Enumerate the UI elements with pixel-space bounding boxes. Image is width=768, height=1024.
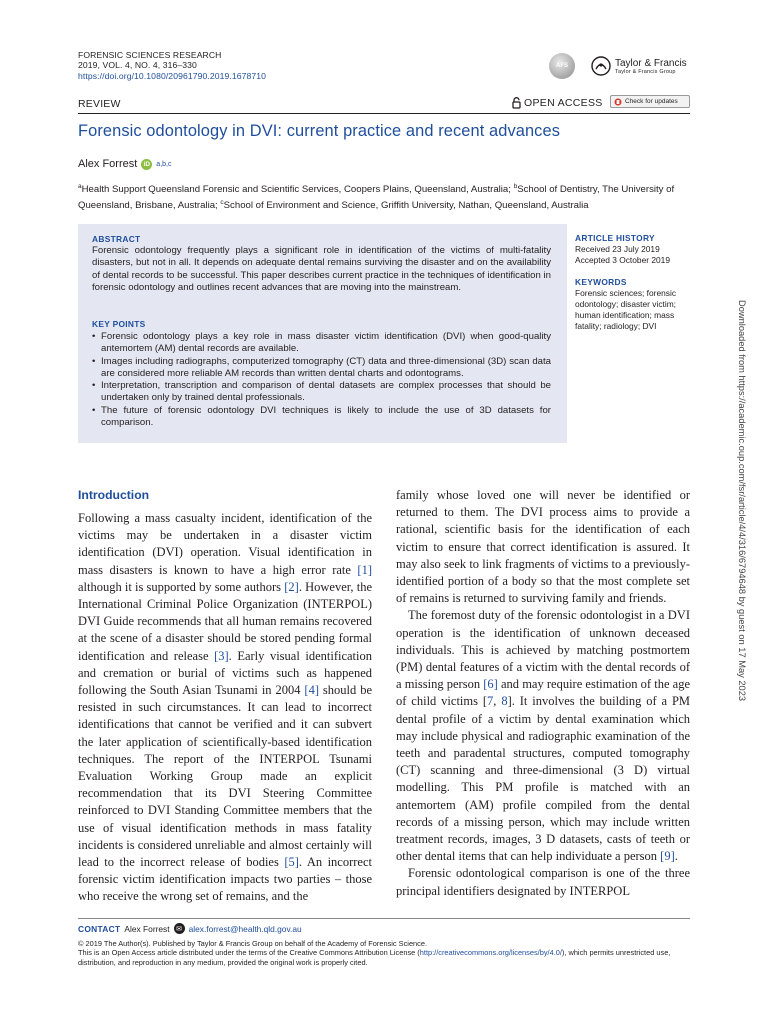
- doi-link[interactable]: https://doi.org/10.1080/20961790.2019.1678710: [78, 70, 266, 81]
- license-text-part: This is an Open Access article distributed under the terms of the Creative Commons Attribution License (: [78, 948, 420, 958]
- citation-link[interactable]: 8: [501, 694, 508, 709]
- citation-link[interactable]: [4]: [304, 683, 319, 698]
- open-access-label: [512, 97, 603, 109]
- abstract-text: Forensic odontology frequently plays a significant role in identification of the victims of multi-fatality disasters, but not in all. It depends on adequate dental remains surviving the disaster and on the availability of dental records to be successful. This paper describes current practice in the techniques of identification in forensic odontology and outlines recent advances that are moving into the mainstream.: [92, 245, 551, 293]
- citation-link[interactable]: [1]: [357, 562, 372, 577]
- key-point-item: • Images including radiographs, computerized tomography (CT) data and three-dimensional (3D) scan data are considered more reliable AM records than written dental charts and odontograms.: [92, 356, 551, 381]
- citation-link[interactable]: [5]: [284, 855, 299, 870]
- body-paragraph: [78, 510, 372, 906]
- key-point-item: • Interpretation, transcription and comparison of dental datasets are complex processes that should be undertaken only by trained dental professionals.: [92, 380, 551, 405]
- orcid-label: iD: [143, 160, 151, 168]
- keywords: [575, 277, 691, 332]
- open-access-text: OPEN ACCESS: [524, 97, 603, 109]
- article-type: REVIEW: [78, 98, 121, 110]
- body-paragraph: family whose loved one will never be identified or returned to them. The DVI process aims to provide a rational, scientific basis for the identification of each victim to ensure that correct identification is assured. It may also seek to link fragments of victims to a previously-identified portion of a body so that the most complete set of remains is returned to surviving family and friends.: [396, 488, 690, 606]
- keywords-heading: KEYWORDS: [575, 277, 627, 287]
- body-text: .: [674, 849, 678, 864]
- body-text: . Early visual identification and cremation or burial of victims such as happened following the South Asian Tsunami in 2004: [78, 648, 373, 698]
- accepted-date: Accepted 3 October 2019: [575, 255, 670, 265]
- key-points-heading: KEY POINTS: [92, 319, 146, 329]
- publisher-logo: [591, 56, 687, 76]
- body-text: ,: [493, 694, 502, 709]
- journal-name: FORENSIC SCIENCES RESEARCH: [78, 50, 222, 60]
- contact-line: [78, 923, 302, 934]
- license-text-part: ), which permits unrestricted use, distribution, and reproduction in any medium, provided the original work is properly cited.: [78, 948, 671, 967]
- body-paragraph: Forensic odontological comparison is one of the three principal identifiers designated by INTERPOL: [396, 866, 690, 898]
- license-link[interactable]: http://creativecommons.org/licenses/by/4.0/: [419, 948, 562, 958]
- affil-mark-c: c: [220, 199, 224, 207]
- check-for-updates-label: Check for updates: [625, 98, 678, 105]
- afs-logo: [549, 53, 575, 79]
- citation-link[interactable]: [3]: [214, 648, 229, 663]
- license-line: [78, 948, 690, 967]
- received-date: Received 23 July 2019: [575, 244, 660, 254]
- body-text: should be resisted in such circumstances. It can lead to incorrect identifications that cannot be verified and it can subvert the later application of scientifically-based identification techniques. The report of the INTERPOL Tsunami Evaluation Working Group made an explicit recommendation that its DVI Steering Committee reinforced to DVI Standing Committee members that the use of visual identification methods in mass fatality incidents is considered unreliable and almost certainly will lead to the incorrect release of bodies: [78, 683, 373, 870]
- body-paragraph: [396, 607, 690, 865]
- body-column-left: [78, 510, 372, 906]
- header-divider: [78, 113, 690, 114]
- affil-a: Health Support Queensland Forensic and Scientific Services, Coopers Plains, Queensland, Australia;: [81, 184, 514, 196]
- contact-name: Alex Forrest: [124, 923, 170, 934]
- journal-header: [78, 50, 266, 81]
- author-name: Alex Forrest: [78, 158, 138, 170]
- article-title: Forensic odontology in DVI: current practice and recent advances: [78, 122, 560, 140]
- body-text: although it is supported by some authors: [78, 579, 285, 594]
- article-history: [575, 233, 695, 266]
- license-text: [78, 939, 690, 967]
- envelope-icon: ✉: [174, 923, 185, 934]
- body-text: Following a mass casualty incident, identification of the victims may be undertaken in a disaster victim identification (DVI) operation. Visual identification in mass disasters is known to have a high error rate: [78, 511, 372, 577]
- affil-mark-a: a: [78, 183, 82, 190]
- copyright-line: © 2019 The Author(s). Published by Taylor & Francis Group on behalf of the Academy of Forensic Science.: [78, 939, 428, 948]
- abstract-heading: ABSTRACT: [92, 234, 141, 244]
- publisher-name: Taylor & Francis: [615, 57, 687, 69]
- body-text: The foremost duty of the forensic odontologist in a DVI operation is the identification of unknown deceased individuals. This is achieved by matching postmortem (PM) dental features of a victim with the dental records of a missing person: [396, 608, 690, 692]
- check-for-updates-button[interactable]: [610, 95, 690, 108]
- afs-logo-text: AFS: [556, 63, 568, 69]
- keywords-text: Forensic sciences; forensic odontology; disaster victim; human identification; mass fatality; radiology; DVI: [575, 288, 677, 331]
- body-text: . However, the International Criminal Police Organization (INTERPOL) DVI Guide recommends that all human remains recovered at the scene of a disaster should be stored pending formal identification and release: [78, 579, 372, 663]
- citation-link[interactable]: [9]: [660, 849, 675, 864]
- affil-mark-b: b: [513, 183, 518, 190]
- citation-link[interactable]: [2]: [284, 579, 299, 594]
- orcid-icon[interactable]: [141, 159, 152, 170]
- article-history-heading: ARTICLE HISTORY: [575, 233, 655, 243]
- body-text: ]. It involves the building of a PM dental profile of a victim by dental examination which may include physical and radiographic examination of the teeth and paradental structures, computed tomography (CT) scanning and three-dimensional (3 D) virtual modelling. This PM profile is matched with an antemortem (AM) profile compiled from the dental records of a missing person, which may include written treatment records, images, 3 D datasets, casts of teeth or other dental items that can help individuate a person: [396, 694, 691, 864]
- author-affiliation-marks[interactable]: a,b,c: [156, 160, 172, 168]
- body-text: . An incorrect forensic victim identification impacts two parties – those who receive the wrong set of remains, and the: [78, 855, 372, 904]
- publisher-emblem-icon: [591, 56, 611, 76]
- affil-b: School of Dentistry, The University of Queensland, Brisbane, Australia;: [78, 184, 675, 212]
- body-column-right: [396, 487, 690, 900]
- download-watermark: Downloaded from https://academic.oup.com/fsr/article/4/4/316/6794648 by guest on 17 May 2023: [737, 300, 747, 702]
- footer-divider: [78, 918, 690, 919]
- affiliations: [78, 180, 690, 212]
- publisher-group: Taylor & Francis Group: [615, 68, 676, 75]
- key-point-item: • The future of forensic odontology DVI techniques is likely to include the use of 3D datasets for comparison.: [92, 405, 551, 430]
- body-text: and may require estimation of the age of child victims [: [396, 677, 690, 709]
- section-heading-introduction: Introduction: [78, 488, 150, 502]
- contact-label: CONTACT: [78, 923, 121, 934]
- journal-volume: 2019, VOL. 4, NO. 4, 316–330: [78, 60, 197, 71]
- contact-email[interactable]: alex.forrest@health.qld.gov.au: [188, 923, 302, 934]
- affil-c: School of Environment and Science, Griffith University, Nathan, Queensland, Australia: [223, 200, 589, 212]
- author-line: [78, 158, 171, 170]
- key-point-item: • Forensic odontology plays a key role in mass disaster victim identification (DVI) when good-quality antemortem (AM) dental records are available.: [92, 331, 551, 356]
- citation-link[interactable]: 7: [487, 694, 494, 709]
- key-points-list: [92, 331, 551, 429]
- citation-link[interactable]: [6]: [483, 677, 498, 692]
- bookmark-icon: [614, 98, 622, 106]
- open-lock-icon: [512, 97, 521, 109]
